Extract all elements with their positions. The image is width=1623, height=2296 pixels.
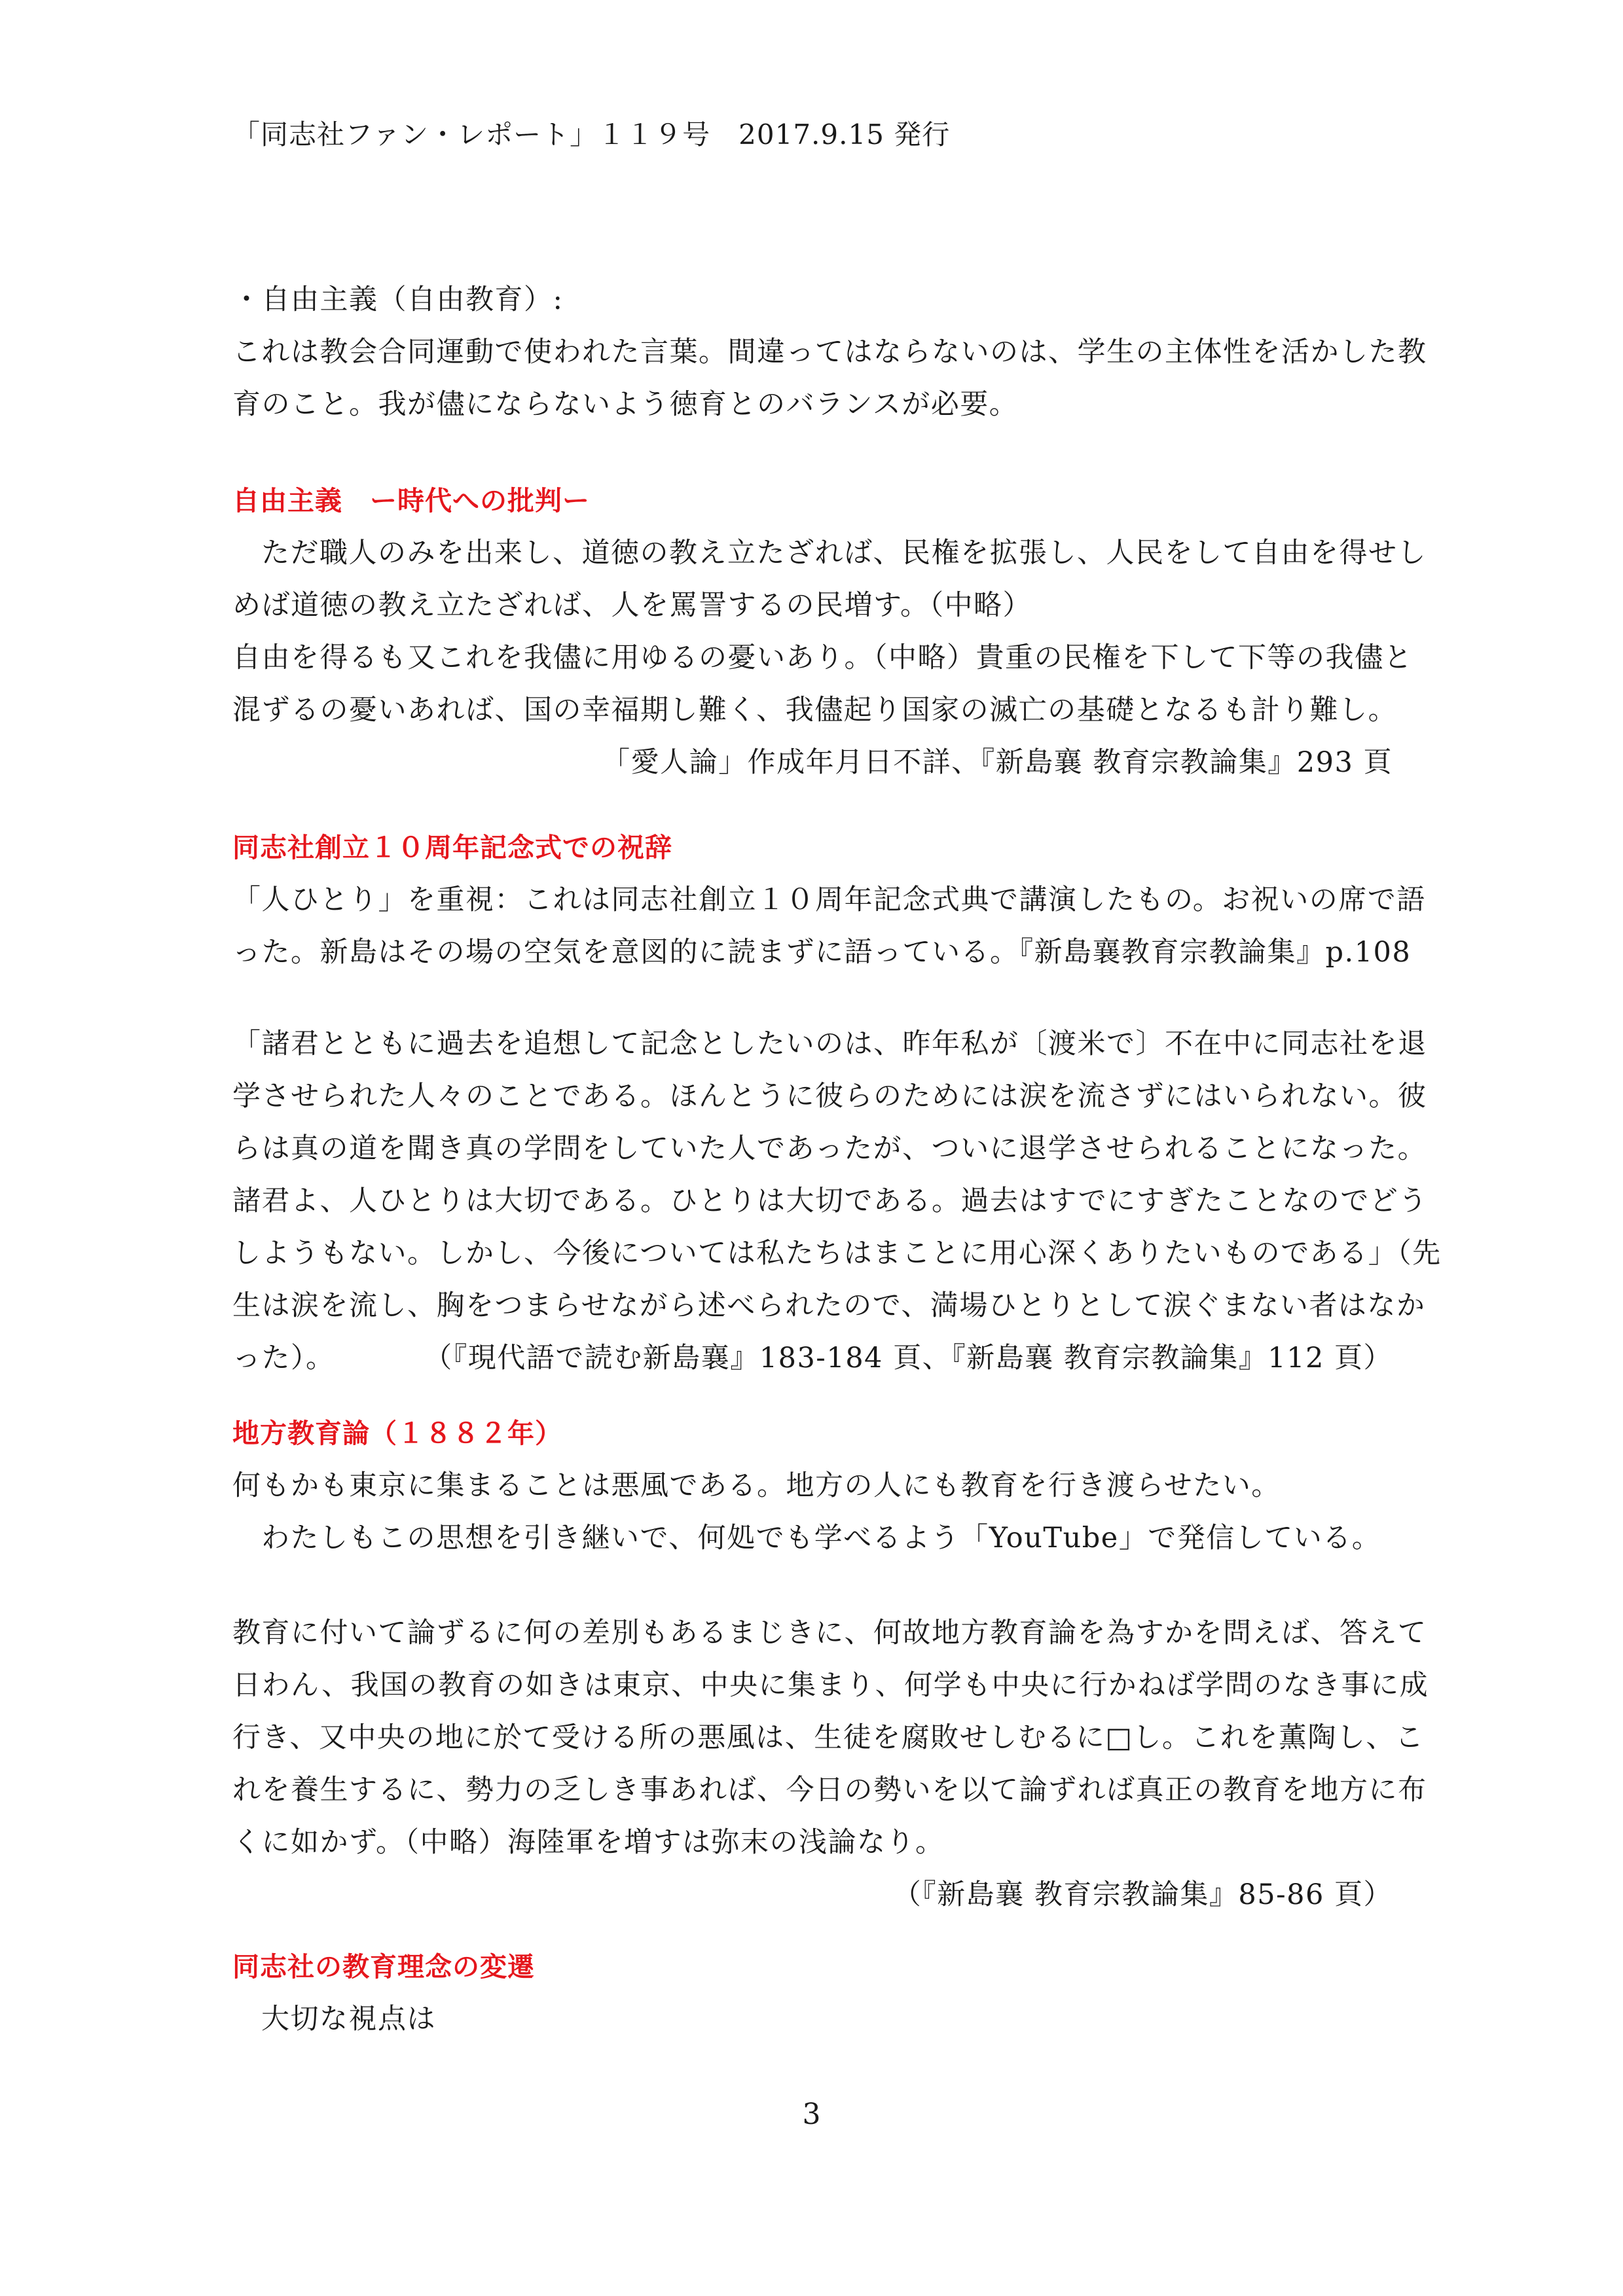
- page-number: 3: [802, 2098, 821, 2131]
- anniversary-quote: [232, 1018, 1442, 1384]
- quote-line: 生は涙を流し、胸をつまらせながら述べられたので、満場ひとりとして涙ぐまない者はなか: [232, 1289, 1426, 1322]
- paragraph-line: った。新島はその場の空気を意図的に読まずに語っている。『新島襄教育宗教論集』p.108: [232, 936, 1412, 969]
- section-regional-education: [232, 1407, 1393, 1564]
- quote-line: 日わん、我国の教育の如きは東京、中央に集まり、何学も中央に行かねば学問のなき事に成: [232, 1669, 1429, 1702]
- quote-line: 諸君よ、人ひとりは大切である。ひとりは大切である。過去はすでにすぎたことなのでどう: [232, 1185, 1428, 1217]
- quote-line: らは真の道を聞き真の学問をしていた人であったが、ついに退学させられることになった。: [232, 1132, 1427, 1165]
- section-liberalism-critique: [232, 475, 1427, 789]
- paragraph-line: これは教会合同運動で使われた言葉。間違ってはならないのは、学生の主体性を活かした教: [232, 336, 1427, 368]
- section-heading: 同志社の教育理念の変遷: [232, 1951, 535, 1982]
- quote-line: れを養生するに、勢力の乏しき事あれば、今日の勢いを以て論ずれば真正の教育を地方に布: [232, 1774, 1427, 1806]
- section-liberalism-definition: [232, 274, 1427, 431]
- quote-line: 教育に付いて論ずるに何の差別もあるまじきに、何故地方教育論を為すかを問えば、答えて: [232, 1617, 1427, 1649]
- citation: （『現代語で読む新島襄』183-184 頁、『新島襄 教育宗教論集』112 頁）: [424, 1342, 1393, 1374]
- paragraph-line: 育のこと。我が儘にならないよう徳育とのバランスが必要。: [232, 388, 1019, 421]
- quote-line: しようもない。しかし、今後については私たちはまことに用心深くありたいものである」（先: [232, 1237, 1442, 1270]
- regional-education-quote: [232, 1607, 1429, 1921]
- quote-line: めば道徳の教え立たざれば、人を罵詈するの民増す。（中略）: [232, 589, 1032, 622]
- quote-last-line: [232, 1332, 1393, 1384]
- section-heading: 地方教育論（１８８２年）: [232, 1418, 562, 1449]
- citation: （『新島襄 教育宗教論集』85-86 頁）: [892, 1878, 1393, 1911]
- quote-line: 自由を得るも又これを我儘に用ゆるの憂いあり。（中略）貴重の民権を下して下等の我儘と: [232, 641, 1413, 674]
- section-heading: 同志社創立１０周年記念式での祝辞: [232, 832, 672, 863]
- paragraph-line: わたしもこの思想を引き継いで、何処でも学べるよう「YouTube」で発信している。: [261, 1522, 1381, 1554]
- quote-line: 学させられた人々のことである。ほんとうに彼らのためには涙を流さずにはいられない。彼: [232, 1080, 1427, 1113]
- quote-line: 行き、又中央の地に於て受ける所の悪風は、生徒を腐敗せしむるに□し。これを薫陶し、こ: [232, 1721, 1425, 1754]
- section-doshisha-philosophy: [232, 1941, 1393, 2045]
- quote-line: 「諸君とともに過去を追想して記念としたいのは、昨年私が〔渡米で〕不在中に同志社を退: [232, 1028, 1427, 1060]
- quote-line: ただ職人のみを出来し、道徳の教え立たざれば、民権を拡張し、人民をして自由を得せし: [261, 537, 1427, 569]
- publication-header: 「同志社ファン・レポート」１１９号 2017.9.15 発行: [232, 118, 951, 151]
- section-10th-anniversary: [232, 821, 1426, 978]
- paragraph-line: 「人ひとり」を重視：これは同志社創立１０周年記念式典で講演したもの。お祝いの席で語: [232, 884, 1426, 916]
- paragraph-line: 大切な視点は: [261, 2003, 436, 2036]
- quote-line: くに如かず。（中略）海陸軍を増すは弥末の浅論なり。: [232, 1826, 945, 1859]
- quote-line: 混ずるの憂いあれば、国の幸福期し難く、我儘起り国家の滅亡の基礎となるも計り難し。: [232, 694, 1398, 726]
- paragraph-line: 何もかも東京に集まることは悪風である。地方の人にも教育を行き渡らせたい。: [232, 1469, 1281, 1502]
- citation: 「愛人論」作成年月日不詳、『新島襄 教育宗教論集』293 頁: [602, 746, 1393, 779]
- quote-end: った）。: [232, 1342, 335, 1374]
- section-heading: 自由主義 ー時代への批判ー: [232, 485, 590, 516]
- section-title: ・自由主義（自由教育）:: [232, 283, 564, 316]
